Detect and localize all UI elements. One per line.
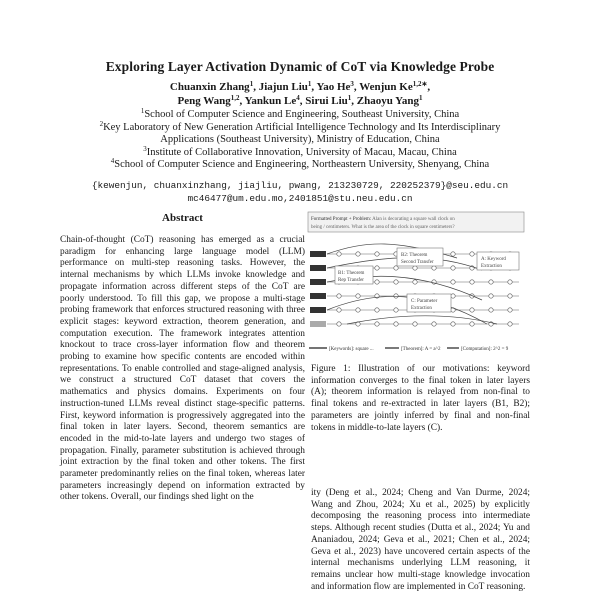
affiliation [0,144,600,160]
affiliation [0,159,600,172]
affiliation [0,134,600,147]
author-mark: 1 [307,80,312,88]
affiliation-mark: 2 [99,119,104,128]
author-mark: 1,2 [230,94,240,102]
affiliation-text: Key Laboratory of New Generation Artificial Intelligence Technology and Its Interdisciplinary [103,121,501,133]
author-mark: 3 [350,80,354,88]
label-c2: Extraction [411,306,432,311]
token-block [310,321,326,327]
author-name: Yao He [316,81,351,93]
label-b2: B2: Theorem [401,253,428,258]
author-mark: 4 [296,94,300,102]
layer-node [451,266,455,270]
layer-node [489,308,493,312]
author-name: Yankun Le [244,95,297,107]
layer-node [432,322,436,326]
layer-node [337,294,341,298]
author-list [0,80,600,108]
layer-node [375,280,379,284]
token-block [310,279,326,285]
token-block [310,251,326,257]
right-column-body [311,488,530,593]
layer-node [375,308,379,312]
author-sep: , [253,81,259,93]
author-mark: 1 [419,94,423,102]
author-name: Sirui Liu [305,95,348,107]
author-sep: , [239,95,245,107]
paper-title: Exploring Layer Activation Dynamic of CoT via Knowledge Probe [105,59,495,74]
prompt-label: Formatted Prompt + Problem: Alan is decorating a square wall clock on [311,217,455,222]
layer-node [413,322,417,326]
layer-node [508,294,512,298]
author-sep: , [299,95,306,107]
layer-node [470,308,474,312]
layer-node [356,252,360,256]
layer-node [394,280,398,284]
label-b1: B1: Theorem [338,271,365,276]
author-name: Jiajun Liu [258,81,308,93]
legend-keywords: [Keywords]: square ... [329,347,374,352]
abstract-heading: Abstract [162,212,203,224]
figure-diagram [307,210,525,358]
legend-theorem: [Theorem]: A = a^2 [401,347,441,352]
token-block [310,307,326,313]
layer-node [451,252,455,256]
layer-node [375,322,379,326]
affiliation-list [0,109,600,172]
author-mark: 1 [347,94,352,102]
author-name: Chuanxin Zhang [169,81,250,93]
caption-text: Figure 1: Illustration of our motivations: keyword information converges to the final token in later layers (A); theorem information is relayed from non-final to final tokens and re-extracted in later layers (B1, B2); parameters are jointly inferred by final and non-final tokens in middle-to-late layers (C). [311,364,530,433]
label-b2b: Second Transfer [401,260,434,265]
author-line-2 [0,94,600,108]
layer-node [375,266,379,270]
layer-node [489,280,493,284]
author-sep: , [427,81,431,93]
figure-caption [311,364,530,434]
layer-node [413,280,417,284]
layer-node [394,322,398,326]
token-block [310,265,326,271]
layer-node [451,294,455,298]
layer-node [508,308,512,312]
layer-node [337,322,341,326]
body-text: ity (Deng et al., 2024; Cheng and Van Durme, 2024; Wang and Zhou, 2024; Xu et al., 2025) by explicitly decomposing the reasoning process into intermediate steps. Although recent studies (Dutta et al., 2024; Yu and Ananiadou, 2024; Geva et al., 2021; Chen et al., 2024; Geva et al., 2023) have uncovered certain aspects of the internal mechanisms underlying LLM reasoning, it remains unclear how multi-stage knowledge invocation and information flow are implemented in CoT reasoning. [311,488,530,592]
token-block [310,293,326,299]
layer-node [451,280,455,284]
layer-node [508,322,512,326]
layer-node [508,280,512,284]
layer-node [337,308,341,312]
author-name: Zhaoyu Yang [356,95,420,107]
affiliation-mark: 3 [143,144,147,153]
affiliation-text: School of Computer Science and Engineering, Northeastern University, Shenyang, China [114,159,490,171]
author-sep: , [353,81,360,93]
label-a2: Extraction [481,264,502,269]
author-name: Peng Wang [177,95,231,107]
layer-node [470,252,474,256]
layer-node [394,308,398,312]
prompt-text-2: being / centimeters. What is the area of the clock in square centimeters? [311,225,455,230]
layer-node [470,280,474,284]
affiliation-text: Institute of Collaborative Innovation, University of Macau, Macau, China [146,146,457,158]
author-sep: , [351,95,357,107]
layer-node [337,252,341,256]
affiliation [0,109,600,122]
layer-node [375,252,379,256]
author-mark: 1 [249,80,254,88]
abstract-text: Chain-of-thought (CoT) reasoning has emerged as a crucial paradigm for enhancing large language model (LLM) performance on multi-step reasoning tasks. However, the internal mechanisms by which LLMs invoke knowledge and propagate information across different steps of the CoT are poorly understood. To fill this gap, we propose a multi-stage probing framework that enforces structured reasoning with three explicit stages: keyword extraction, theorem generation, and computation execution. The framework integrates attention knockout to trace cross-layer information flow and theorem probing to examine how specific contents are encoded within representations. To enable controlled and stage-aligned analysis, we construct a structured CoT dataset that covers the mathematics and physics domains. Experiments on four instruction-tuned LLMs reveal distinct stage-specific patterns. First, keyword information is progressively aggregated into the final token in later layers. Second, theorem semantics are encoded in the mid-to-late layers and undergo two stages of propagation. Finally, parameter substitution is achieved through joint extraction by the final token and other tokens. The first parameter predominantly relies on the final token, whereas later parameters increasingly depend on information extracted by other tokens. Overall, our findings shed light on the [60,235,305,503]
affiliation-mark: 1 [140,107,145,115]
author-sep: , [311,81,317,93]
email-list [0,180,600,205]
author-name: Wenjun Ke [359,81,413,93]
label-a: A: Keyword [481,257,506,262]
affiliation-text: Applications (Southeast University), Ministry of Education, China [160,134,440,146]
label-b1b: Rep Transfer [338,278,364,283]
affiliation-mark: 4 [110,157,115,166]
layer-node [489,294,493,298]
label-c: C: Parameter [411,299,438,304]
layer-node [394,266,398,270]
layer-node [413,266,417,270]
author-line-1 [0,80,600,94]
layer-node [470,322,474,326]
layer-node [356,308,360,312]
layer-node [451,322,455,326]
email-line[interactable]: mc46477@um.edu.mo,2401851@stu.neu.edu.cn [187,192,413,204]
affiliation-text: School of Computer Science and Engineering, Southeast University, China [144,109,460,120]
layer-node [356,294,360,298]
author-mark: 1,2∗ [412,80,428,88]
layer-node [394,294,398,298]
email-line[interactable]: {kewenjun, chuanxinzhang, jiajliu, pwang, 213230729, 220252379}@seu.edu.cn [91,180,509,191]
figure-1 [307,210,525,358]
affiliation [0,119,600,135]
legend-computation: [Computation]: 2^2 = 9 [461,347,509,352]
layer-node [432,266,436,270]
abstract-body [60,235,305,504]
